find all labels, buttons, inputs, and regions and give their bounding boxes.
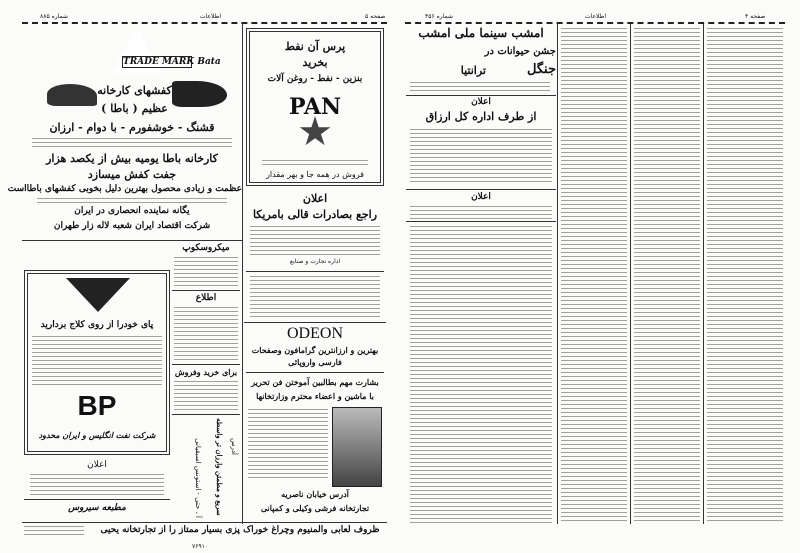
microscope-body-text: [174, 257, 238, 287]
bata-shoe-ad: [7, 26, 242, 241]
bata-logo: TRADE MARK Bata: [123, 57, 221, 67]
bata-line: کارخانه باطا یومیه بیش از یکصد هزار: [46, 152, 218, 165]
bata-line: یگانه نماینده انحصاری در ایران: [74, 206, 190, 216]
bata-line: جفت کفش میسازد: [87, 168, 177, 181]
bp-logo: BP: [77, 390, 117, 421]
typing-lessons-ad: [246, 375, 384, 523]
cinema-line: ترانتیا: [460, 64, 486, 77]
pan-line: پرس آن نفط: [284, 40, 346, 53]
buy-sell-title: برای خرید وفروش: [174, 367, 238, 377]
small-notice-body: [30, 474, 164, 496]
column-divider: [703, 24, 704, 524]
vertical-ad: آدرس: [230, 438, 238, 455]
rations-title: اعلان: [471, 97, 491, 107]
left-page-section: صفحه ۵: [365, 13, 386, 20]
notice-footer: اداره تجارت و صنایع: [289, 258, 341, 265]
left-page-number: شماره ۸۸۵: [40, 13, 68, 20]
typing-line: با ماشین و اعضاء محترم وزارتخانها: [256, 391, 374, 401]
notice-ad-title: اطلاع: [195, 293, 217, 303]
notice-body-text: [250, 226, 380, 256]
column-divider: [242, 24, 243, 524]
odeon-line: فارسی واروپائی: [288, 357, 342, 367]
odeon-brand: ODEON: [287, 325, 343, 342]
classified-ads-column: [410, 226, 552, 526]
shoe-illustration-right: [172, 81, 227, 107]
typewriter-illustration: [332, 407, 382, 487]
notice-subtitle: راجع بصادرات قالی بامریکا: [252, 208, 378, 221]
typing-body-text: [248, 409, 328, 479]
news-column: [634, 28, 700, 524]
star-icon: ★: [297, 109, 333, 155]
carpet-export-notice: [246, 190, 384, 272]
rations-notice: [406, 97, 556, 190]
odeon-gramophone-ad: [246, 325, 384, 373]
vertical-ad: سریع و مطمئن وارزان تر واسطه: [215, 418, 224, 516]
bp-title: پای خودرا از روی کلاج بردارید: [40, 320, 154, 330]
buy-sell-body-text: [174, 381, 238, 411]
divider: [244, 322, 386, 323]
vertical-ad: آ . حتی - استونس اسبقیانی: [194, 438, 202, 518]
bottom-banner-small-text: [24, 526, 84, 535]
buy-sell-ad: [172, 367, 240, 415]
bottom-banner: ظروف لعابی والمنیوم وچراغ خوراک پزی بسیار ممتاز را از تجارتخانه یحیی: [100, 525, 380, 535]
right-page-masthead: اطلاعات: [585, 13, 607, 20]
top-rule-left: [22, 22, 387, 24]
typing-line: آدرس خیابان ناصریه: [281, 489, 349, 499]
news-column: [707, 28, 783, 524]
small-notice-text: [250, 276, 380, 318]
notice-2-title: اعلان: [471, 192, 491, 202]
pan-line: فروش در همه جا و بهر مقدار: [266, 170, 364, 179]
bata-line: کفشهای کارخانه: [97, 84, 172, 97]
column-divider: [630, 24, 631, 524]
notice-ad: [172, 293, 240, 365]
column-divider: [557, 24, 558, 524]
cinema-line: جشن حیوانات در: [484, 46, 556, 57]
divider: [22, 522, 387, 523]
bp-body-text: [32, 336, 162, 388]
left-page-masthead: اطلاعات: [200, 13, 222, 20]
pan-line: بنزین - نفط - روغن آلات: [267, 74, 363, 84]
bata-line: عظمت و زیادی محصول بهترین دلیل بخوبی کفشهای باطااست: [7, 184, 242, 194]
pan-logo: PAN: [288, 94, 342, 120]
small-notice-title: اعلان: [87, 460, 107, 470]
pan-line: بخرید: [302, 56, 328, 69]
shoe-illustration-left: [47, 84, 97, 106]
notice-title: اعلان: [302, 192, 328, 205]
bp-oil-ad: [24, 270, 170, 455]
rations-subtitle: از طرف اداره کل ارزاق: [425, 110, 537, 123]
vertical-ads: [172, 418, 240, 522]
cinema-line: جنگل: [527, 62, 556, 77]
press-name: مطبعه سیروس: [68, 503, 126, 513]
microscope-title: میکروسکوپ: [182, 243, 230, 253]
bata-body-text: [37, 198, 227, 204]
bata-line: شرکت اقتصاد ایران شعبه لاله زار طهران: [53, 221, 211, 231]
notice-2: [406, 192, 556, 222]
bata-body-text: [32, 138, 232, 148]
rations-body-text: [410, 129, 552, 185]
page-footer: ۷۶۹۱۰: [191, 543, 209, 550]
bata-line: عظیم ( باطا ): [101, 102, 168, 115]
cinema-ad: [406, 26, 556, 96]
right-page-number: شماره ۴۵۶: [425, 13, 453, 20]
notice-ad-body-text: [174, 307, 238, 361]
bp-company: شرکت نفت انگلیس و ایران محدود: [38, 430, 156, 440]
typing-line: بشارت مهم بطالبین آموختن فن تحریر: [251, 377, 379, 387]
odeon-line: بهترین و ارزانترین گرامافون وصفحات: [251, 345, 379, 355]
typing-line: تجارتخانه فرشی وکیلی و کمپانی: [260, 503, 370, 513]
bata-line: قشنگ - خوشفورم - با دوام - ارزان: [49, 121, 215, 134]
pan-body-text: [262, 160, 368, 168]
cinema-line: امشب سینما ملی امشب: [418, 26, 544, 40]
news-column: [561, 28, 627, 524]
notice-2-body: [410, 206, 552, 219]
clutch-triangle-illustration: [66, 278, 130, 312]
right-page-section: صفحه ۴: [745, 13, 766, 20]
small-notice: [24, 460, 170, 500]
pan-oil-ad: [246, 28, 384, 186]
top-rule-right: [405, 22, 785, 24]
cinema-body-text: [410, 82, 550, 92]
microscope-ad: [172, 243, 240, 291]
